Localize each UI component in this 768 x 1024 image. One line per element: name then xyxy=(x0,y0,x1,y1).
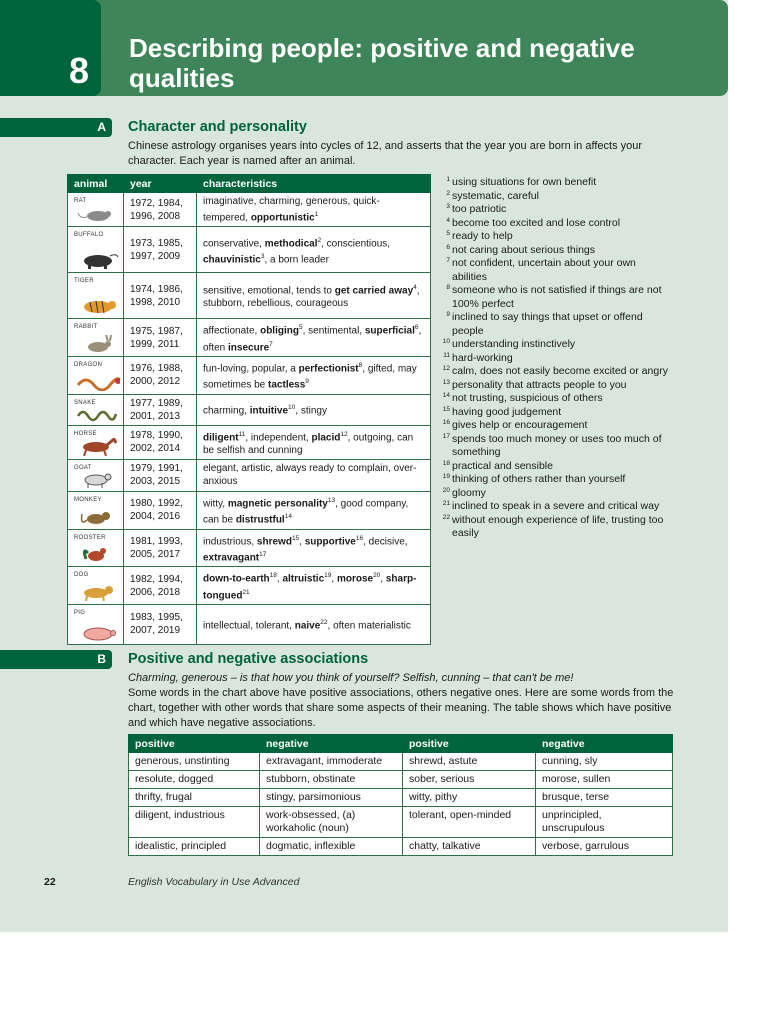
footnote-number: 10 xyxy=(442,338,450,345)
footnote-number: 11 xyxy=(443,351,450,359)
description-text: , xyxy=(331,573,337,585)
description-text: , outgoing, can be selfish and cunning xyxy=(203,431,414,456)
vocab-word: get carried away xyxy=(334,285,414,297)
footnotes-list xyxy=(440,176,670,541)
unit-number: 8 xyxy=(0,0,101,96)
vocab-word: altruistic xyxy=(282,573,325,585)
footnote xyxy=(440,487,670,501)
zodiac-row xyxy=(68,459,431,491)
snake-icon xyxy=(76,404,120,422)
description-text: charming, xyxy=(203,405,250,417)
description-text: , stingy xyxy=(295,405,327,417)
footnote xyxy=(440,352,670,366)
animal-label: RABBIT xyxy=(74,324,98,331)
positive-cell: witty, pithy xyxy=(403,789,536,807)
description-text: , gifted, may sometimes be xyxy=(203,363,417,391)
year-cell xyxy=(124,356,197,394)
animal-label: ROOSTER xyxy=(74,534,106,541)
positive-cell: generous, unstinting xyxy=(129,753,260,771)
vocab-word: intuitive xyxy=(249,405,289,417)
footnote-number: 13 xyxy=(442,378,450,386)
characteristics-cell xyxy=(197,425,431,459)
year-line: 2000, 2012 xyxy=(130,376,181,388)
section-b-tab: B xyxy=(0,650,112,669)
description-text: intellectual, tolerant, xyxy=(203,620,295,632)
horse-icon xyxy=(76,438,120,456)
vocab-word: distrustful xyxy=(235,514,285,526)
footnote xyxy=(440,244,670,258)
footnote-ref: 16 xyxy=(355,534,364,542)
footnote-number: 17 xyxy=(442,432,450,440)
positive-cell: thrifty, frugal xyxy=(129,789,260,807)
animal-cell xyxy=(68,425,124,459)
negative-cell: stubborn, obstinate xyxy=(260,771,403,789)
vocab-word: supportive xyxy=(304,535,356,547)
associations-row xyxy=(129,771,673,789)
vocab-word: methodical xyxy=(264,237,318,249)
description-text: , decisive, xyxy=(363,535,408,547)
footnote-number: 15 xyxy=(442,405,450,413)
footnote-number: 21 xyxy=(442,500,450,507)
animal-label: HORSE xyxy=(74,430,97,437)
animal-cell xyxy=(68,567,124,605)
footnote-text: spends too much money or uses too much of something xyxy=(452,432,662,458)
zodiac-row xyxy=(68,529,431,567)
dragon-icon xyxy=(76,373,120,391)
footnote-number: 8 xyxy=(446,284,450,291)
zodiac-row xyxy=(68,491,431,529)
characteristics-cell xyxy=(197,356,431,394)
year-line: 1975, 1987, xyxy=(130,325,183,337)
col-header-positive: positive xyxy=(129,735,260,753)
vocab-word: tactless xyxy=(268,379,306,391)
characteristics-cell xyxy=(197,273,431,319)
animal-label: RAT xyxy=(74,198,87,204)
footnote-number: 20 xyxy=(442,486,450,494)
footnote xyxy=(440,514,670,541)
footnote-text: someone who is not satisfied if things are not 100% perfect xyxy=(452,284,662,310)
positive-cell: idealistic, principled xyxy=(129,838,260,856)
footnote-text: practical and sensible xyxy=(452,459,553,472)
year-line: 2001, 2013 xyxy=(130,410,181,422)
description-text: elegant, artistic, always ready to complain, over-anxious xyxy=(203,463,417,488)
footnote xyxy=(440,257,670,284)
associations-row xyxy=(129,838,673,856)
negative-cell: morose, sullen xyxy=(536,771,673,789)
characteristics-cell xyxy=(197,529,431,567)
zodiac-row xyxy=(68,394,431,425)
characteristics-cell xyxy=(197,394,431,425)
year-line: 1983, 1995, xyxy=(130,612,183,624)
animal-cell xyxy=(68,459,124,491)
section-a-tab: A xyxy=(0,118,112,137)
footnote xyxy=(440,311,670,338)
footnote xyxy=(440,217,670,231)
vocab-word: superficial xyxy=(364,325,415,337)
zodiac-row xyxy=(68,273,431,319)
page-number: 22 xyxy=(44,876,56,888)
footnote-ref: 6 xyxy=(414,324,419,332)
rooster-icon xyxy=(76,545,120,563)
col-header-animal: animal xyxy=(68,175,124,193)
footnote-ref: 17 xyxy=(259,550,267,558)
footnote-ref: 21 xyxy=(242,588,250,596)
animal-label: SNAKE xyxy=(74,399,96,406)
characteristics-cell xyxy=(197,193,431,227)
book-title: English Vocabulary in Use Advanced xyxy=(128,876,300,888)
footnote-text: without enough experience of life, trusting too easily xyxy=(452,513,664,539)
footnote-number: 14 xyxy=(442,392,450,399)
footnote-ref: 13 xyxy=(327,496,336,504)
vocab-word: shrewd xyxy=(256,535,292,547)
positive-cell: diligent, industrious xyxy=(129,807,260,838)
section-b-intro: Some words in the chart above have positive associations, others negative ones. Here are some words from the chart, together with other words that share some aspects of their meaning. The table shows which have positive and which have negative associations. xyxy=(128,687,674,729)
description-text: fun-loving, popular, a xyxy=(203,363,299,375)
characteristics-cell xyxy=(197,319,431,357)
year-line: 1981, 1993, xyxy=(130,535,183,547)
zodiac-row xyxy=(68,356,431,394)
year-line: 2002, 2014 xyxy=(130,443,181,455)
animal-cell xyxy=(68,529,124,567)
footnote-number: 22 xyxy=(442,513,450,521)
vocab-word: sharp-tongued xyxy=(203,573,417,601)
animal-cell xyxy=(68,491,124,529)
year-line: 1996, 2008 xyxy=(130,210,181,222)
footnote-number: 2 xyxy=(446,189,450,197)
footnote-text: inclined to speak in a severe and critical way xyxy=(452,500,660,512)
section-b-title: Positive and negative associations xyxy=(128,651,369,667)
footnote-ref: 4 xyxy=(413,284,417,292)
associations-table xyxy=(128,734,673,856)
animal-cell xyxy=(68,227,124,273)
footnote-text: inclined to say things that upset or offend people xyxy=(452,311,643,337)
associations-header-row xyxy=(129,735,673,753)
footnote xyxy=(440,284,670,311)
vocab-word: naive xyxy=(294,620,321,632)
year-line: 2006, 2018 xyxy=(130,586,181,598)
footnote-number: 9 xyxy=(446,311,450,318)
vocab-word: magnetic personality xyxy=(227,498,328,510)
negative-cell: verbose, garrulous xyxy=(536,838,673,856)
year-line: 1982, 1994, xyxy=(130,573,183,585)
zodiac-row xyxy=(68,567,431,605)
year-line: 1997, 2009 xyxy=(130,250,181,262)
year-line: 1977, 1989, xyxy=(130,397,183,409)
footnote-ref: 1 xyxy=(314,211,319,218)
footnote xyxy=(440,230,670,244)
year-cell xyxy=(124,567,197,605)
col-header-characteristics: characteristics xyxy=(197,175,431,193)
year-line: 1973, 1985, xyxy=(130,237,183,249)
description-text: imaginative, charming, generous, quick-tempered, xyxy=(203,196,380,224)
footnote xyxy=(440,176,670,190)
negative-cell: dogmatic, inflexible xyxy=(260,838,403,856)
description-text: , independent, xyxy=(245,431,312,443)
zodiac-row xyxy=(68,319,431,357)
associations-row xyxy=(129,807,673,838)
description-text: , xyxy=(380,573,386,585)
footnote-text: understanding instinctively xyxy=(452,338,576,350)
footnote-text: using situations for own benefit xyxy=(452,176,597,188)
monkey-icon xyxy=(76,508,120,526)
vocab-word: placid xyxy=(311,431,341,443)
section-a-intro: Chinese astrology organises years into cycles of 12, and asserts that the year you are born in affects your character. Each year is named after an animal. xyxy=(128,140,643,167)
zodiac-row xyxy=(68,604,431,644)
year-line: 2005, 2017 xyxy=(130,548,181,560)
footnote xyxy=(440,203,670,217)
year-cell xyxy=(124,529,197,567)
footnote-ref: 14 xyxy=(284,513,292,521)
tiger-icon xyxy=(76,297,120,315)
footnote-number: 7 xyxy=(446,257,450,264)
description-text: , xyxy=(299,535,305,547)
negative-cell: unprincipled, unscrupulous xyxy=(536,807,673,838)
animal-label: PIG xyxy=(74,609,86,616)
vocab-word: down-to-earth xyxy=(203,573,270,585)
footnote xyxy=(440,338,670,352)
vocab-word: opportunistic xyxy=(250,212,315,224)
footnote-number: 12 xyxy=(442,365,450,372)
section-b-quote: Charming, generous – is that how you think of yourself? Selfish, cunning – that can't be me! xyxy=(128,672,574,684)
year-line: 1976, 1988, xyxy=(130,363,183,375)
year-line: 1972, 1984, xyxy=(130,197,183,209)
footnote xyxy=(440,406,670,420)
footnote-ref: 15 xyxy=(291,534,300,542)
negative-cell: stingy, parsimonious xyxy=(260,789,403,807)
footnote xyxy=(440,433,670,460)
footnote-number: 19 xyxy=(442,473,450,480)
footnote-ref: 2 xyxy=(317,236,322,244)
year-line: 1999, 2011 xyxy=(130,338,180,350)
description-text: industrious, xyxy=(203,535,257,547)
animal-label: TIGER xyxy=(74,278,94,285)
year-line: 2003, 2015 xyxy=(130,476,181,488)
animal-label: DOG xyxy=(74,572,89,579)
characteristics-cell xyxy=(197,604,431,644)
animal-cell xyxy=(68,273,124,319)
description-text: , stubborn, rebellious, courageous xyxy=(203,285,420,310)
footnote-text: gives help or encouragement xyxy=(452,419,588,431)
positive-cell: resolute, dogged xyxy=(129,771,260,789)
footnote-ref: 7 xyxy=(269,340,273,348)
animal-cell xyxy=(68,604,124,644)
col-header-positive: positive xyxy=(403,735,536,753)
year-line: 1978, 1990, xyxy=(130,430,183,442)
positive-cell: sober, serious xyxy=(403,771,536,789)
unit-header xyxy=(0,0,728,96)
footnote xyxy=(440,365,670,379)
animal-cell xyxy=(68,193,124,227)
year-cell xyxy=(124,425,197,459)
animal-cell xyxy=(68,319,124,357)
footnote-ref: 10 xyxy=(288,404,296,412)
footnote-number: 4 xyxy=(446,216,450,224)
footnote xyxy=(440,419,670,433)
col-header-negative: negative xyxy=(536,735,673,753)
vocab-word: obliging xyxy=(260,325,299,337)
description-text: , conscientious, xyxy=(321,237,391,249)
footnote xyxy=(440,190,670,204)
footnote-text: become too excited and lose control xyxy=(452,216,621,229)
year-cell xyxy=(124,394,197,425)
footnote-ref: 22 xyxy=(320,619,328,627)
year-cell xyxy=(124,491,197,529)
year-cell xyxy=(124,193,197,227)
section-a-title: Character and personality xyxy=(128,119,307,135)
year-line: 2007, 2019 xyxy=(130,625,181,637)
buffalo-icon xyxy=(76,251,120,269)
footnote-ref: 5 xyxy=(298,324,303,332)
footnote-ref: 12 xyxy=(340,430,348,438)
animal-label: GOAT xyxy=(74,464,92,471)
animal-label: BUFFALO xyxy=(74,232,104,239)
animal-cell xyxy=(68,394,124,425)
footnote-number: 3 xyxy=(446,203,450,210)
characteristics-cell xyxy=(197,459,431,491)
vocab-word: chauvinistic xyxy=(203,254,261,266)
footnote-number: 6 xyxy=(446,243,450,251)
footnote-ref: 3 xyxy=(260,252,265,260)
footnote xyxy=(440,392,670,406)
footnote-ref: 11 xyxy=(238,430,246,438)
year-line: 2004, 2016 xyxy=(130,511,181,523)
negative-cell: brusque, terse xyxy=(536,789,673,807)
description-text: conservative, xyxy=(203,237,265,249)
associations-row xyxy=(129,753,673,771)
negative-cell: cunning, sly xyxy=(536,753,673,771)
description-text: , a born leader xyxy=(264,254,329,266)
vocab-word: extravagant xyxy=(203,552,260,564)
footnote-text: gloomy xyxy=(452,486,486,499)
footnote-ref: 18 xyxy=(269,572,277,580)
rat-icon xyxy=(76,205,120,223)
negative-cell: extravagant, immoderate xyxy=(260,753,403,771)
zodiac-table xyxy=(67,174,431,645)
description-text: , sentimental, xyxy=(302,325,365,337)
negative-cell: work-obsessed, (a) workaholic (noun) xyxy=(260,807,403,838)
characteristics-cell xyxy=(197,567,431,605)
pig-icon xyxy=(76,623,120,641)
positive-cell: tolerant, open-minded xyxy=(403,807,536,838)
animal-cell xyxy=(68,356,124,394)
zodiac-row xyxy=(68,425,431,459)
animal-label: DRAGON xyxy=(74,361,103,368)
footnote-text: calm, does not easily become excited or angry xyxy=(452,365,668,377)
positive-cell: chatty, talkative xyxy=(403,838,536,856)
dog-icon xyxy=(76,583,120,601)
vocab-word: perfectionist xyxy=(298,363,359,375)
goat-icon xyxy=(76,470,120,488)
footnote-ref: 9 xyxy=(305,378,309,386)
footnote-ref: 8 xyxy=(358,361,363,369)
vocab-word: diligent xyxy=(203,431,239,443)
characteristics-cell xyxy=(197,491,431,529)
footnote-text: not confident, uncertain about your own abilities xyxy=(452,257,636,283)
year-cell xyxy=(124,227,197,273)
description-text: , xyxy=(276,573,283,585)
description-text: , good company, can be xyxy=(203,498,409,526)
year-cell xyxy=(124,319,197,357)
year-cell xyxy=(124,273,197,319)
footnote-text: ready to help xyxy=(452,230,513,242)
footnote xyxy=(440,473,670,487)
footnote-text: personality that attracts people to you xyxy=(452,378,627,391)
positive-cell: shrewd, astute xyxy=(403,753,536,771)
footnote-text: not caring about serious things xyxy=(452,243,596,256)
footnote-text: having good judgement xyxy=(452,405,562,418)
year-line: 1974, 1986, xyxy=(130,283,183,295)
footnote-number: 5 xyxy=(446,230,450,237)
footnote xyxy=(440,500,670,514)
year-cell xyxy=(124,604,197,644)
unit-title: Describing people: positive and negative qualities xyxy=(129,33,635,93)
footnote xyxy=(440,460,670,474)
description-text: sensitive, emotional, tends to xyxy=(203,285,335,297)
footnote-number: 16 xyxy=(442,419,450,426)
zodiac-row xyxy=(68,193,431,227)
footnote-ref: 20 xyxy=(373,572,381,580)
description-text: , often xyxy=(203,325,422,353)
characteristics-cell xyxy=(197,227,431,273)
footnote-number: 1 xyxy=(446,176,450,183)
year-line: 1979, 1991, xyxy=(130,463,183,475)
description-text: witty, xyxy=(203,498,228,510)
vocab-word: morose xyxy=(336,573,374,585)
col-header-negative: negative xyxy=(260,735,403,753)
footnote-text: too patriotic xyxy=(452,203,507,215)
animal-label: MONKEY xyxy=(74,496,102,503)
footnote xyxy=(440,379,670,393)
footnote-ref: 19 xyxy=(324,572,332,580)
zodiac-row xyxy=(68,227,431,273)
col-header-year: year xyxy=(124,175,197,193)
rabbit-icon xyxy=(76,335,120,353)
associations-row xyxy=(129,789,673,807)
footnote-text: not trusting, suspicious of others xyxy=(452,392,603,404)
footnote-text: hard-working xyxy=(452,351,513,364)
year-line: 1998, 2010 xyxy=(130,296,181,308)
year-line: 1980, 1992, xyxy=(130,498,183,510)
description-text: , often materialistic xyxy=(327,620,411,632)
description-text: affectionate, xyxy=(203,325,261,337)
vocab-word: insecure xyxy=(228,341,270,353)
footnote-text: thinking of others rather than yourself xyxy=(452,473,626,485)
footnote-number: 18 xyxy=(442,459,450,467)
year-cell xyxy=(124,459,197,491)
footnote-text: systematic, careful xyxy=(452,189,539,202)
